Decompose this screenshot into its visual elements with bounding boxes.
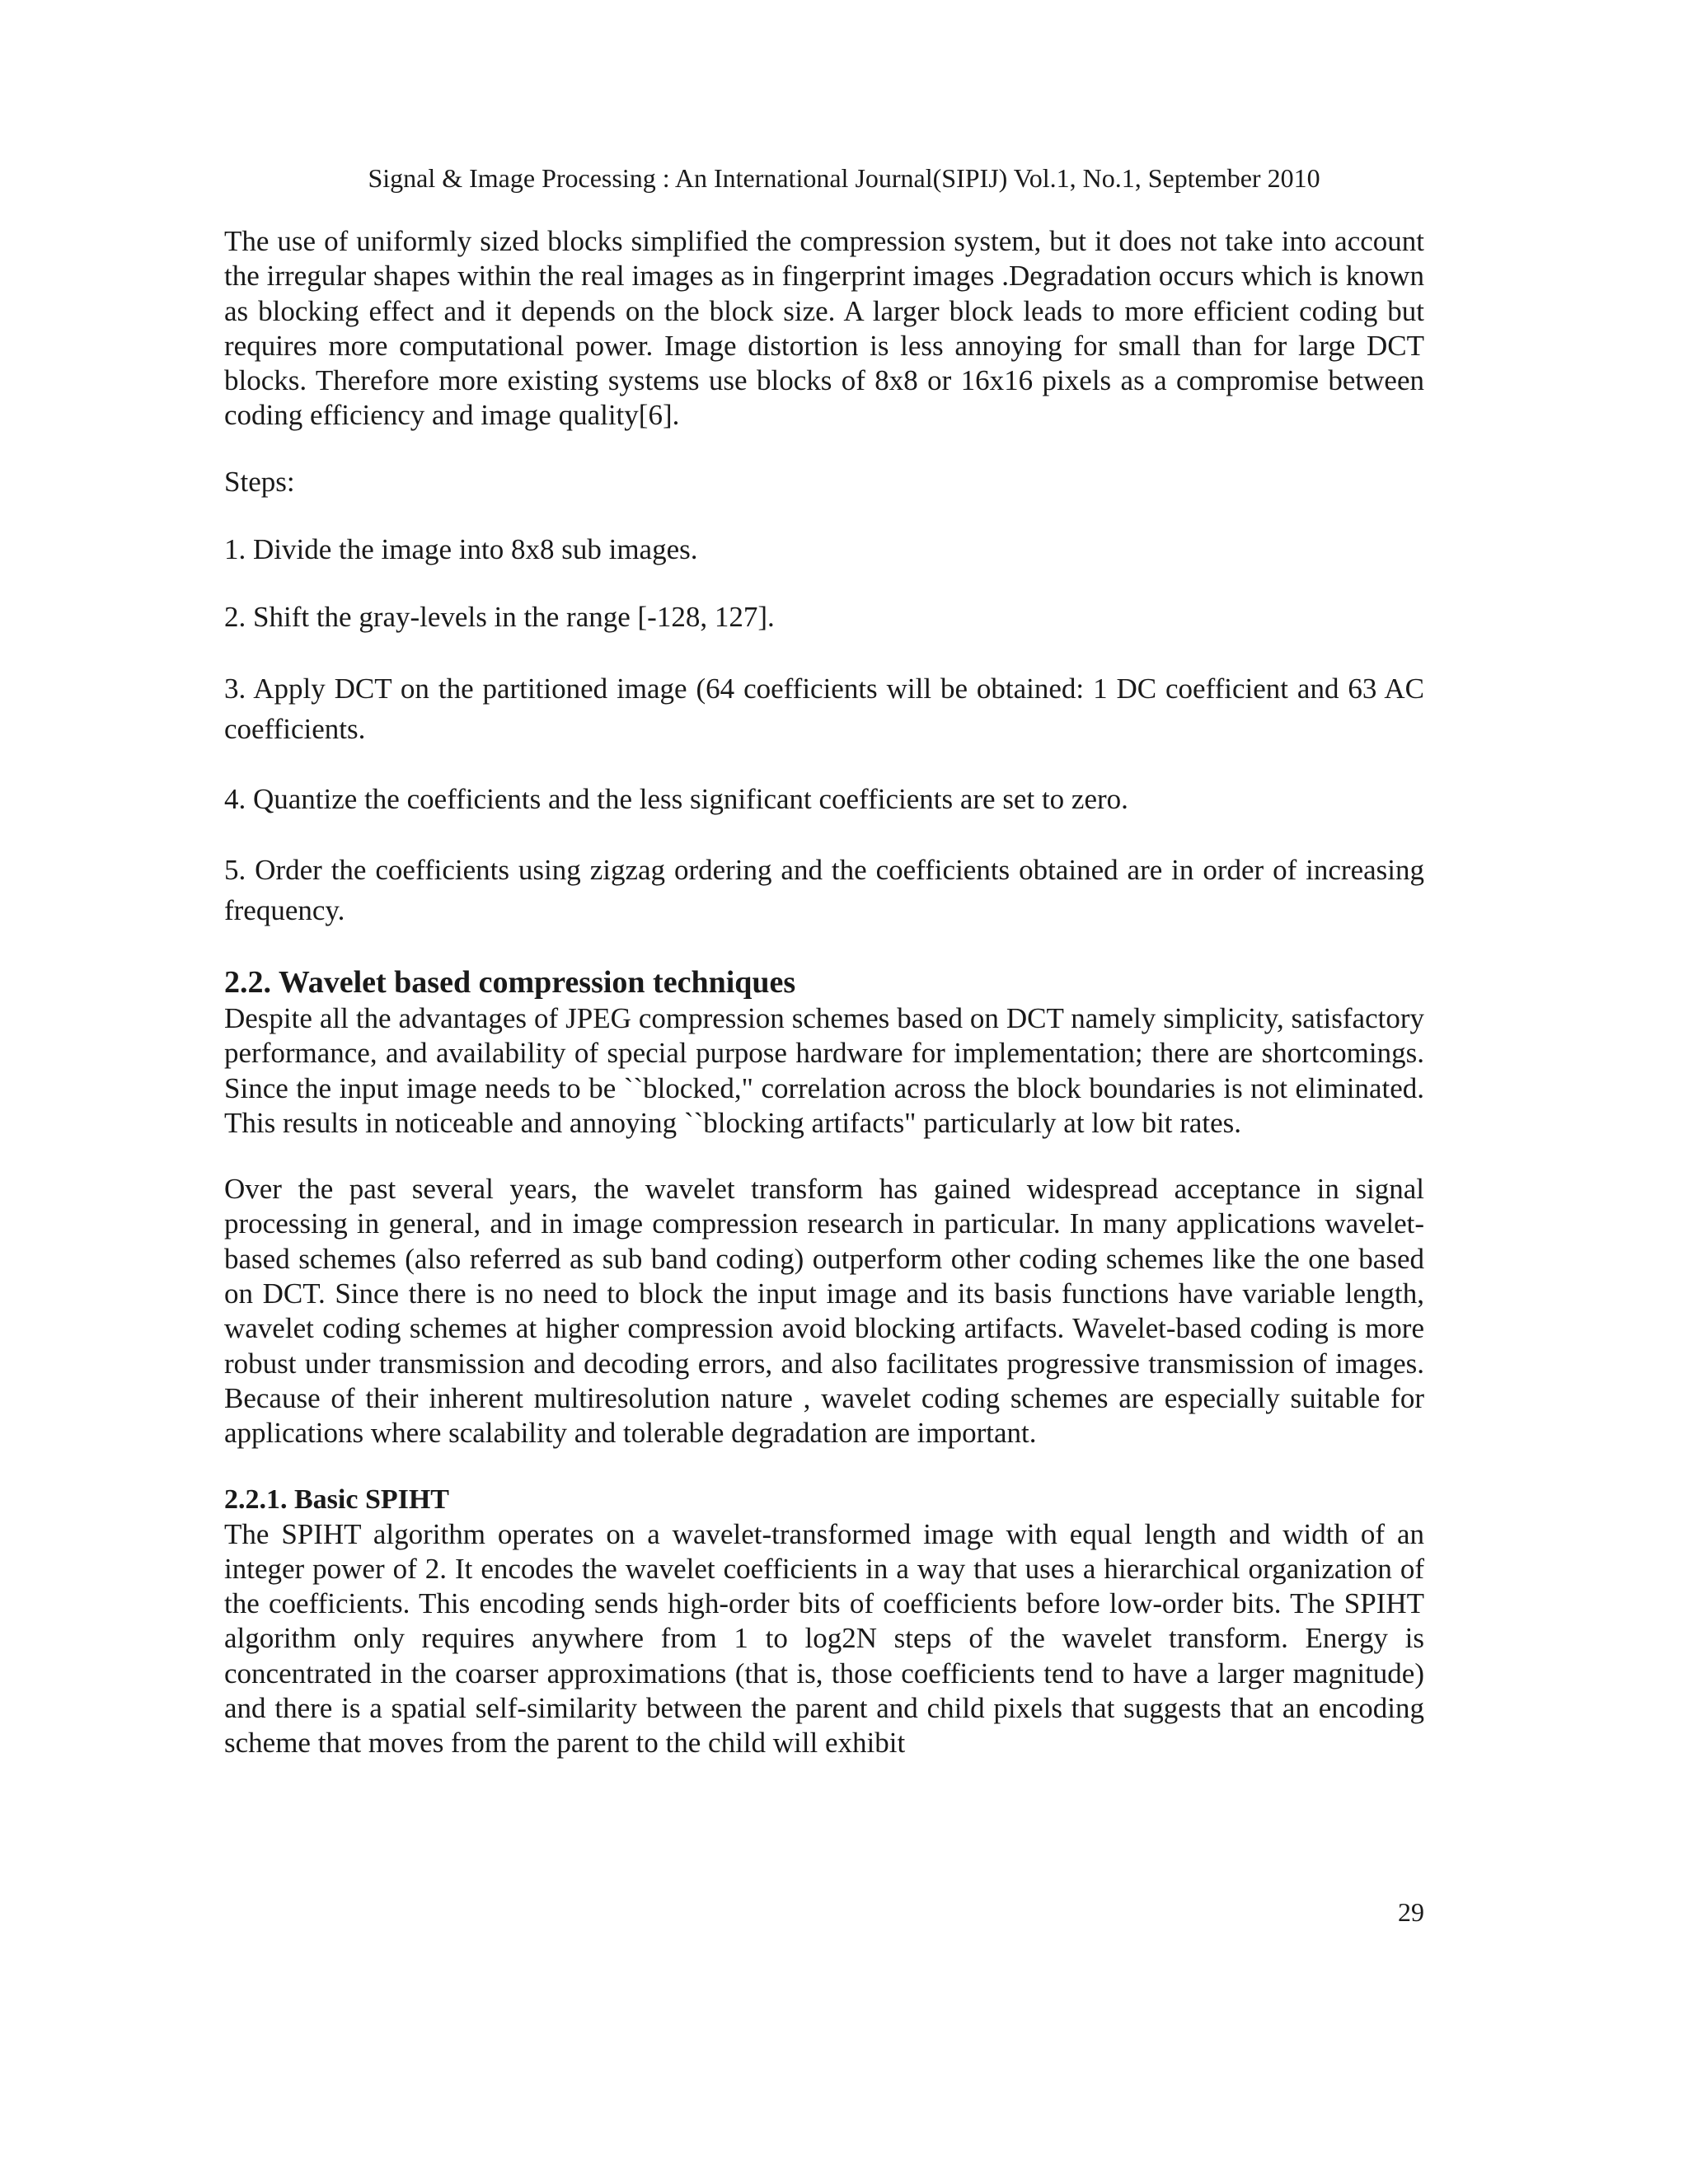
step-item: 2. Shift the gray-levels in the range [-128, 127]. bbox=[224, 601, 775, 634]
subsection-heading: 2.2.1. Basic SPIHT bbox=[224, 1483, 449, 1515]
steps-label: Steps: bbox=[224, 465, 295, 498]
page-content bbox=[224, 224, 1424, 1761]
step-item: 4. Quantize the coefficients and the less significant coefficients are set to zero. bbox=[224, 782, 1128, 815]
step-item: 1. Divide the image into 8x8 sub images. bbox=[224, 533, 698, 566]
running-header: Signal & Image Processing : An International Journal(SIPIJ) Vol.1, No.1, September 2010 bbox=[368, 163, 1320, 193]
step-item: 5. Order the coefficients using zigzag ordering and the coefficients obtained are in order of increasing frequency. bbox=[224, 853, 1424, 926]
paragraph-jpeg-shortcomings: Despite all the advantages of JPEG compression schemes based on DCT namely simplicity, satisfactory performance, and availability of special purpose hardware for implementation; there are shortcomings. Since the input image needs to be ``blocked," correlation across the block boundaries is not eliminated. This results in noticeable and annoying ``blocking artifacts" particularly at low bit rates. bbox=[224, 1001, 1424, 1139]
paragraph-spiht: The SPIHT algorithm operates on a wavelet-transformed image with equal length and width of an integer power of 2. It encodes the wavelet coefficients in a way that uses a hierarchical organization of the coefficients. This encoding sends high-order bits of coefficients before low-order bits. The SPIHT algorithm only requires anywhere from 1 to log2N steps of the wavelet transform. Energy is concentrated in the coarser approximations (that is, those coefficients tend to have a larger magnitude) and there is a spatial self-similarity between the parent and child pixels that suggests that an encoding scheme that moves from the parent to the child will exhibit bbox=[224, 1517, 1424, 1760]
paragraph-block-size: The use of uniformly sized blocks simplified the compression system, but it does not take into account the irregular shapes within the real images as in fingerprint images .Degradation occurs which is known as blocking effect and it depends on the block size. A larger block leads to more efficient coding but requires more computational power. Image distortion is less annoying for small than for large DCT blocks. Therefore more existing systems use blocks of 8x8 or 16x16 pixels as a compromise between coding efficiency and image quality[6]. bbox=[224, 225, 1424, 432]
page-number: 29 bbox=[1398, 1897, 1424, 1927]
paragraph-wavelet-transform: Over the past several years, the wavelet transform has gained widespread acceptance in signal processing in general, and in image compression research in particular. In many applications wavelet-based schemes (also referred as sub band coding) outperform other coding schemes like the one based on DCT. Since there is no need to block the input image and its basis functions have variable length, wavelet coding schemes at higher compression avoid blocking artifacts. Wavelet-based coding is more robust under transmission and decoding errors, and also facilitates progressive transmission of images. Because of their inherent multiresolution nature , wavelet coding schemes are especially suitable for applications where scalability and tolerable degradation are important. bbox=[224, 1173, 1424, 1450]
step-item: 3. Apply DCT on the partitioned image (64 coefficients will be obtained: 1 DC coefficient and 63 AC coefficients. bbox=[224, 672, 1424, 745]
section-heading: 2.2. Wavelet based compression techniques bbox=[224, 964, 796, 1000]
